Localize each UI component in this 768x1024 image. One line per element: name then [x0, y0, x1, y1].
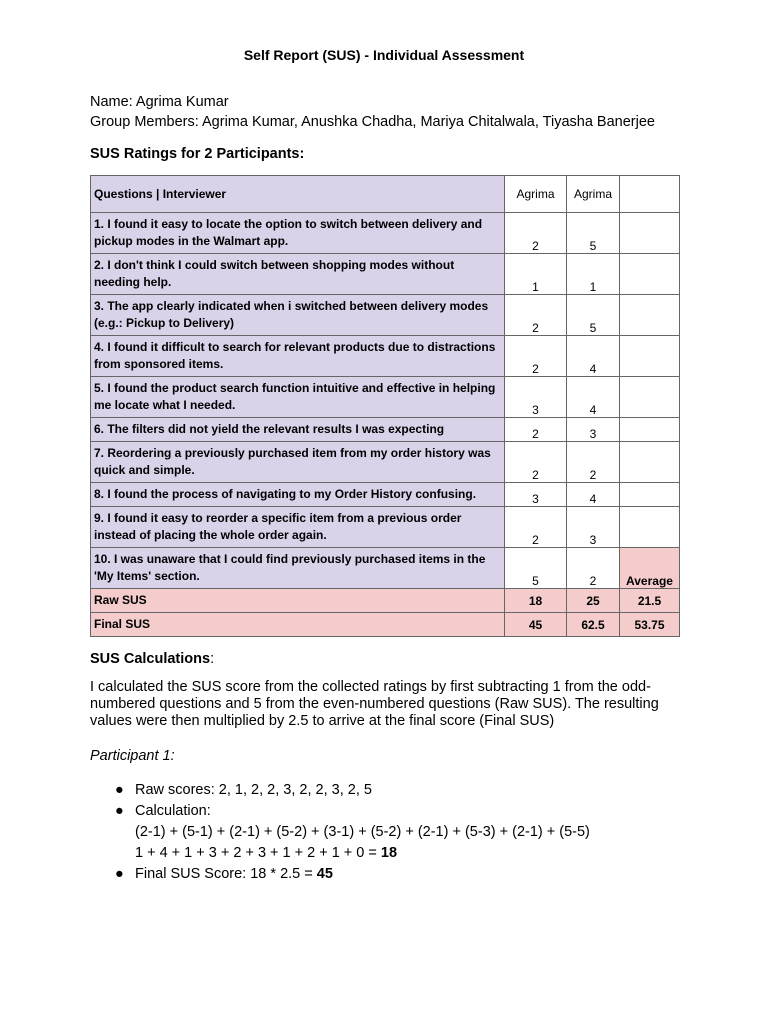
- header-col2: Agrima: [567, 176, 620, 213]
- rating-cell-2: 3: [567, 418, 620, 442]
- raw-sus-label: Raw SUS: [91, 589, 505, 613]
- question-cell: 3. The app clearly indicated when i switched between delivery modes (e.g.: Pickup to Delivery): [91, 295, 505, 336]
- header-col1: Agrima: [505, 176, 567, 213]
- table-row: [91, 213, 680, 254]
- question-cell: 2. I don't think I could switch between shopping modes without needing help.: [91, 254, 505, 295]
- rating-cell-1: 2: [505, 442, 567, 483]
- final-sus-label: Final SUS: [91, 613, 505, 637]
- raw-sus-value-2: 25: [567, 589, 620, 613]
- table-row: [91, 418, 680, 442]
- rating-cell-2: 4: [567, 336, 620, 377]
- rating-cell-1: 3: [505, 377, 567, 418]
- table-row: [91, 377, 680, 418]
- table-row: [91, 483, 680, 507]
- calculations-heading-text: SUS Calculations: [90, 651, 211, 667]
- rating-cell-2: 2: [567, 442, 620, 483]
- final-score-result: 45: [316, 866, 333, 882]
- rating-cell-3: [620, 213, 680, 254]
- name-line: Name: Agrima Kumar: [90, 94, 229, 110]
- bullet-icon: ●: [115, 803, 124, 819]
- question-cell: 5. I found the product search function intuitive and effective in helping me locate what I needed.: [91, 377, 505, 418]
- raw-sus-value-1: 18: [505, 589, 567, 613]
- rating-cell-2: 4: [567, 377, 620, 418]
- question-cell: 4. I found it difficult to search for relevant products due to distractions from sponsored items.: [91, 336, 505, 377]
- calculation-label: Calculation:: [135, 803, 211, 819]
- rating-cell-1: 2: [505, 336, 567, 377]
- rating-cell-2: 3: [567, 507, 620, 548]
- question-cell: 6. The filters did not yield the relevant results I was expecting: [91, 418, 505, 442]
- group-members-line: Group Members: Agrima Kumar, Anushka Chadha, Mariya Chitalwala, Tiyasha Banerjee: [90, 114, 655, 130]
- rating-cell-1: 3: [505, 483, 567, 507]
- rating-cell-3: [620, 254, 680, 295]
- rating-cell-3: [620, 483, 680, 507]
- final-sus-value-2: 62.5: [567, 613, 620, 637]
- rating-cell-3: [620, 377, 680, 418]
- bullet-icon: ●: [115, 866, 124, 882]
- calculation-paragraph: I calculated the SUS score from the collected ratings by first subtracting 1 from the odd-numbered questions and 5 from the even-numbered questions (Raw SUS). The resulting values were then multiplied by 2.5 to arrive at the final score (Final SUS): [90, 679, 659, 729]
- rating-cell-1: 2: [505, 418, 567, 442]
- rating-cell-1: 5: [505, 548, 567, 589]
- rating-cell-3: [620, 336, 680, 377]
- calculation-expression: (2-1) + (5-1) + (2-1) + (5-2) + (3-1) + (5-2) + (2-1) + (5-3) + (2-1) + (5-5): [135, 824, 590, 840]
- rating-cell-2: 5: [567, 213, 620, 254]
- raw-sus-row: [91, 589, 680, 613]
- calculation-sum: 1 + 4 + 1 + 3 + 2 + 3 + 1 + 2 + 1 + 0 =: [135, 845, 381, 861]
- header-col3: [620, 176, 680, 213]
- rating-cell-1: 2: [505, 213, 567, 254]
- rating-cell-2: 2: [567, 548, 620, 589]
- rating-cell-3: [620, 442, 680, 483]
- question-cell: 9. I found it easy to reorder a specific item from a previous order instead of placing the whole order again.: [91, 507, 505, 548]
- document-title: Self Report (SUS) - Individual Assessment: [243, 47, 525, 63]
- calculation-bullet-list: [90, 780, 590, 885]
- final-sus-row: [91, 613, 680, 637]
- final-score-text: Final SUS Score: 18 * 2.5 =: [135, 866, 317, 882]
- calculation-sum-result: 18: [380, 845, 398, 861]
- rating-cell-1: 2: [505, 295, 567, 336]
- average-label-cell: Average: [620, 548, 680, 589]
- question-cell: 7. Reordering a previously purchased item from my order history was quick and simple.: [91, 442, 505, 483]
- rating-cell-2: 5: [567, 295, 620, 336]
- question-cell: 1. I found it easy to locate the option to switch between delivery and pickup modes in the Walmart app.: [91, 213, 505, 254]
- list-item: [90, 864, 590, 885]
- raw-scores-text: Raw scores: 2, 1, 2, 2, 3, 2, 2, 3, 2, 5: [135, 782, 372, 798]
- sus-ratings-table: [90, 175, 680, 637]
- rating-cell-3: [620, 418, 680, 442]
- rating-cell-1: 2: [505, 507, 567, 548]
- question-cell: 8. I found the process of navigating to my Order History confusing.: [91, 483, 505, 507]
- rating-cell-2: 1: [567, 254, 620, 295]
- table-header-row: [91, 176, 680, 213]
- header-questions-cell: Questions | Interviewer: [91, 176, 505, 213]
- rating-cell-2: 4: [567, 483, 620, 507]
- question-cell: 10. I was unaware that I could find previously purchased items in the 'My Items' section.: [91, 548, 505, 589]
- calculations-heading: [90, 651, 214, 667]
- rating-cell-1: 1: [505, 254, 567, 295]
- participant-label: Participant 1:: [90, 748, 175, 764]
- final-sus-value-1: 45: [505, 613, 567, 637]
- table-row: [91, 548, 680, 589]
- table-row: [91, 336, 680, 377]
- table-row: [91, 507, 680, 548]
- table-row: [91, 442, 680, 483]
- raw-sus-average: 21.5: [620, 589, 680, 613]
- final-sus-average: 53.75: [620, 613, 680, 637]
- table-row: [91, 254, 680, 295]
- rating-cell-3: [620, 507, 680, 548]
- ratings-heading: SUS Ratings for 2 Participants:: [90, 146, 305, 162]
- table-row: [91, 295, 680, 336]
- list-item: [90, 801, 590, 864]
- bullet-icon: ●: [115, 782, 124, 798]
- rating-cell-3: [620, 295, 680, 336]
- calculations-heading-colon: :: [210, 651, 215, 667]
- list-item: [90, 780, 590, 801]
